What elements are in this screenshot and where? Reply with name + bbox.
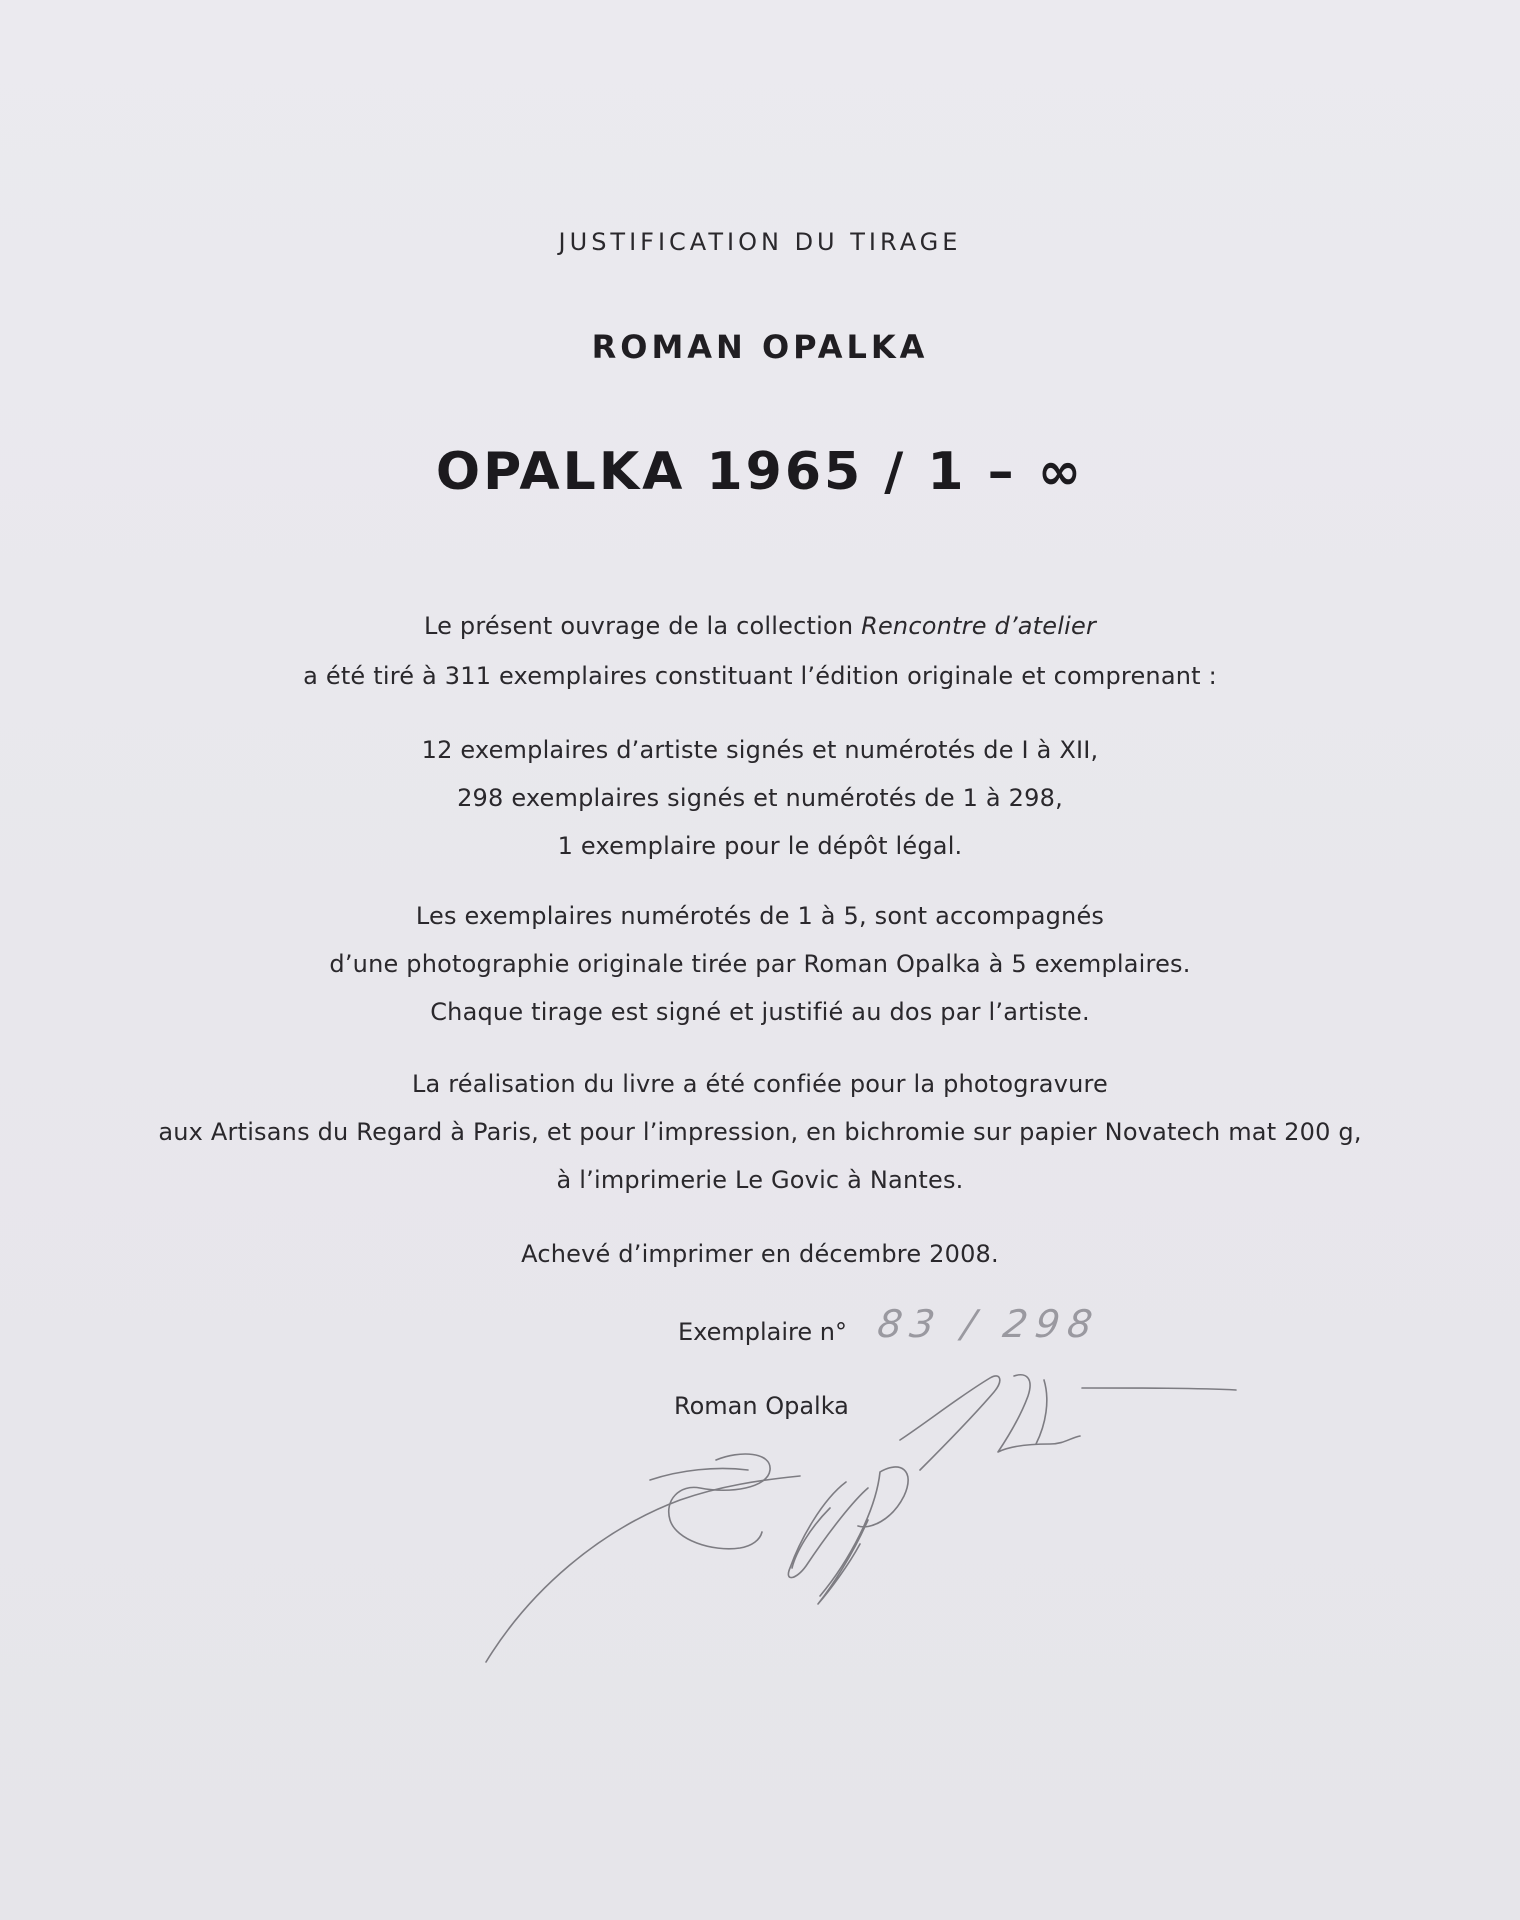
page-title: OPALKA 1965 / 1 – ∞: [435, 442, 1085, 502]
signatory-name: Roman Opalka: [674, 1392, 849, 1420]
signature-stroke-ascender3: [1036, 1380, 1047, 1444]
signature-stroke-ascender1: [900, 1376, 1000, 1470]
signature-stroke-r: [669, 1454, 770, 1549]
signature-stroke-ascender2: [998, 1375, 1080, 1452]
paragraph-3-line-1: Les exemplaires numérotés de 1 à 5, sont accompagnés: [415, 902, 1105, 930]
signature-stroke-descender: [818, 1520, 868, 1604]
signature-stroke-o: [788, 1482, 868, 1578]
paragraph-2-line-3: 1 exemplaire pour le dépôt légal.: [557, 832, 963, 860]
paragraph-3-line-2: d’une photographie originale tirée par Roman Opalka à 5 exemplaires.: [329, 950, 1191, 978]
signature-stroke-loop: [792, 1508, 830, 1568]
copy-number-handwritten: 83 / 298: [874, 1302, 1103, 1346]
author-name: ROMAN OPALKA: [591, 328, 929, 366]
paragraph-4-line-2: aux Artisans du Regard à Paris, et pour l’impression, en bichromie sur papier Novatech mat 200 g,: [158, 1118, 1362, 1146]
signature-stroke-p: [820, 1467, 908, 1596]
collection-name: Rencontre d’atelier: [861, 612, 1097, 640]
paragraph-3-line-3: Chaque tirage est signé et justifié au dos par l’artiste.: [430, 998, 1090, 1026]
paragraph-4-line-3: à l’imprimerie Le Govic à Nantes.: [556, 1166, 964, 1194]
signature-stroke-tail: [1082, 1388, 1236, 1390]
signature-stroke-lead: [486, 1476, 800, 1662]
section-kicker: JUSTIFICATION DU TIRAGE: [558, 228, 962, 256]
paragraph-4-line-1: La réalisation du livre a été confiée pour la photogravure: [411, 1070, 1109, 1098]
paragraph-2-line-2: 298 exemplaires signés et numérotés de 1 à 298,: [457, 784, 1063, 812]
paragraph-1-line-2: a été tiré à 311 exemplaires constituant l’édition originale et comprenant :: [303, 662, 1217, 690]
copy-number-label: Exemplaire n°: [678, 1318, 847, 1346]
signature-stroke-r2: [650, 1468, 748, 1480]
collection-intro: Le présent ouvrage de la collection: [423, 612, 862, 640]
paragraph-1-line-1: [0, 612, 1520, 640]
paragraph-2-line-1: 12 exemplaires d’artiste signés et numérotés de I à XII,: [421, 736, 1099, 764]
colophon-date: Achevé d’imprimer en décembre 2008.: [521, 1240, 999, 1268]
